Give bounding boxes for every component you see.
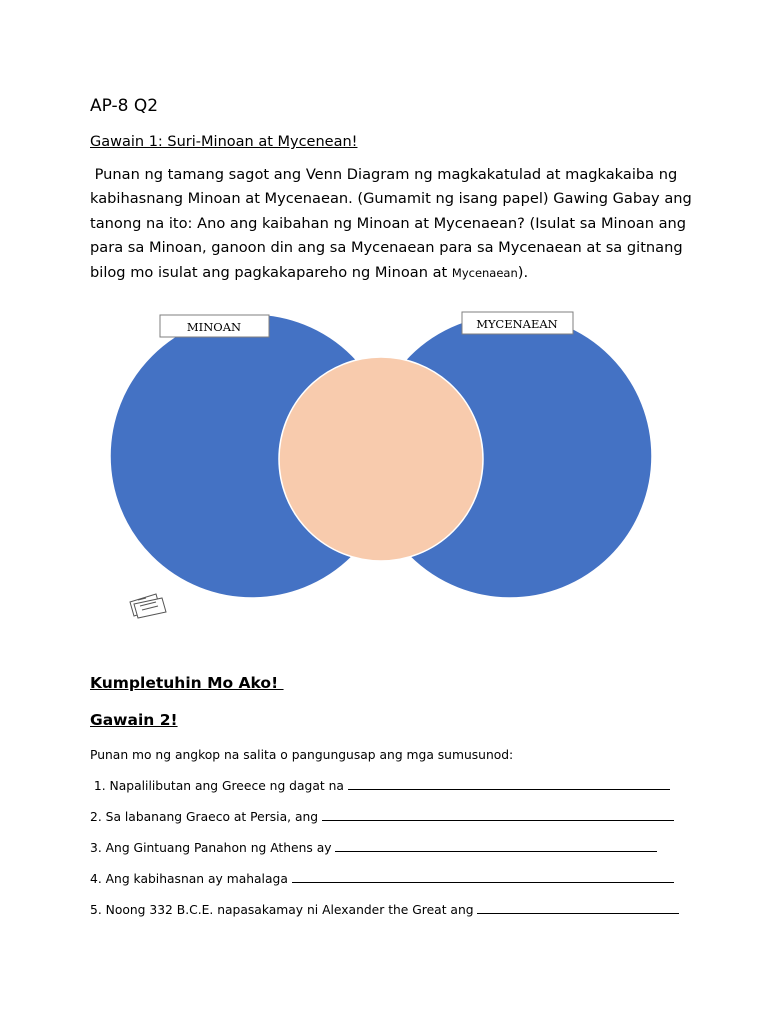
list-item [90, 809, 674, 824]
page-title: AP-8 Q2 [90, 96, 159, 116]
activity1-heading: Gawain 1: Suri-Minoan at Mycenean! [90, 134, 358, 150]
venn-center-circle [279, 357, 483, 561]
venn-right-label: MYCENAEAN [476, 317, 558, 331]
activity2-instruction: Punan mo ng angkop na salita o pangungusap ang mga sumusunod: [90, 748, 514, 762]
instruction-small-text: Mycenaean [451, 265, 518, 280]
item-text: 2. Sa labanang Graeco at Persia, ang [90, 810, 322, 824]
answer-blank[interactable] [322, 809, 674, 821]
answer-blank[interactable] [477, 902, 679, 914]
venn-left-label: MINOAN [186, 320, 242, 334]
activity2-heading: Gawain 2! [90, 711, 178, 729]
instruction-text: bilog mo isulat ang pagkakapareho ng Minoan at [90, 263, 452, 281]
list-item [90, 871, 674, 886]
answer-blank[interactable] [292, 871, 674, 883]
instruction-line [90, 261, 690, 285]
list-item [90, 840, 657, 855]
answer-blank[interactable] [348, 778, 670, 790]
instruction-line: Punan ng tamang sagot ang Venn Diagram ng magkakatulad at magkakaiba ng [90, 166, 678, 183]
instruction-line: kabihasnang Minoan at Mycenaean. (Gumamit ng isang papel) Gawing Gabay ang [90, 190, 692, 208]
item-text: 3. Ang Gintuang Panahon ng Athens ay [90, 841, 336, 855]
instruction-line: para sa Minoan, ganoon din ang sa Mycenaean para sa Mycenaean at sa gitnang [90, 239, 683, 257]
list-item [90, 902, 679, 917]
item-text: 5. Noong 332 B.C.E. napasakamay ni Alexander the Great ang [90, 903, 478, 917]
list-item [90, 778, 670, 793]
answer-blank[interactable] [335, 840, 657, 852]
venn-diagram [106, 296, 666, 626]
kumpletuhin-heading: Kumpletuhin Mo Ako! [90, 674, 284, 692]
instruction-end: ). [517, 263, 529, 281]
paper-stack-icon [130, 594, 166, 618]
instruction-line: tanong na ito: Ano ang kaibahan ng Minoan at Mycenaean? (Isulat sa Minoan ang [90, 214, 687, 232]
item-text: 1. Napalilibutan ang Greece ng dagat na [90, 779, 348, 793]
activity1-instructions [90, 163, 690, 285]
item-text: 4. Ang kabihasnan ay mahalaga [90, 872, 292, 886]
